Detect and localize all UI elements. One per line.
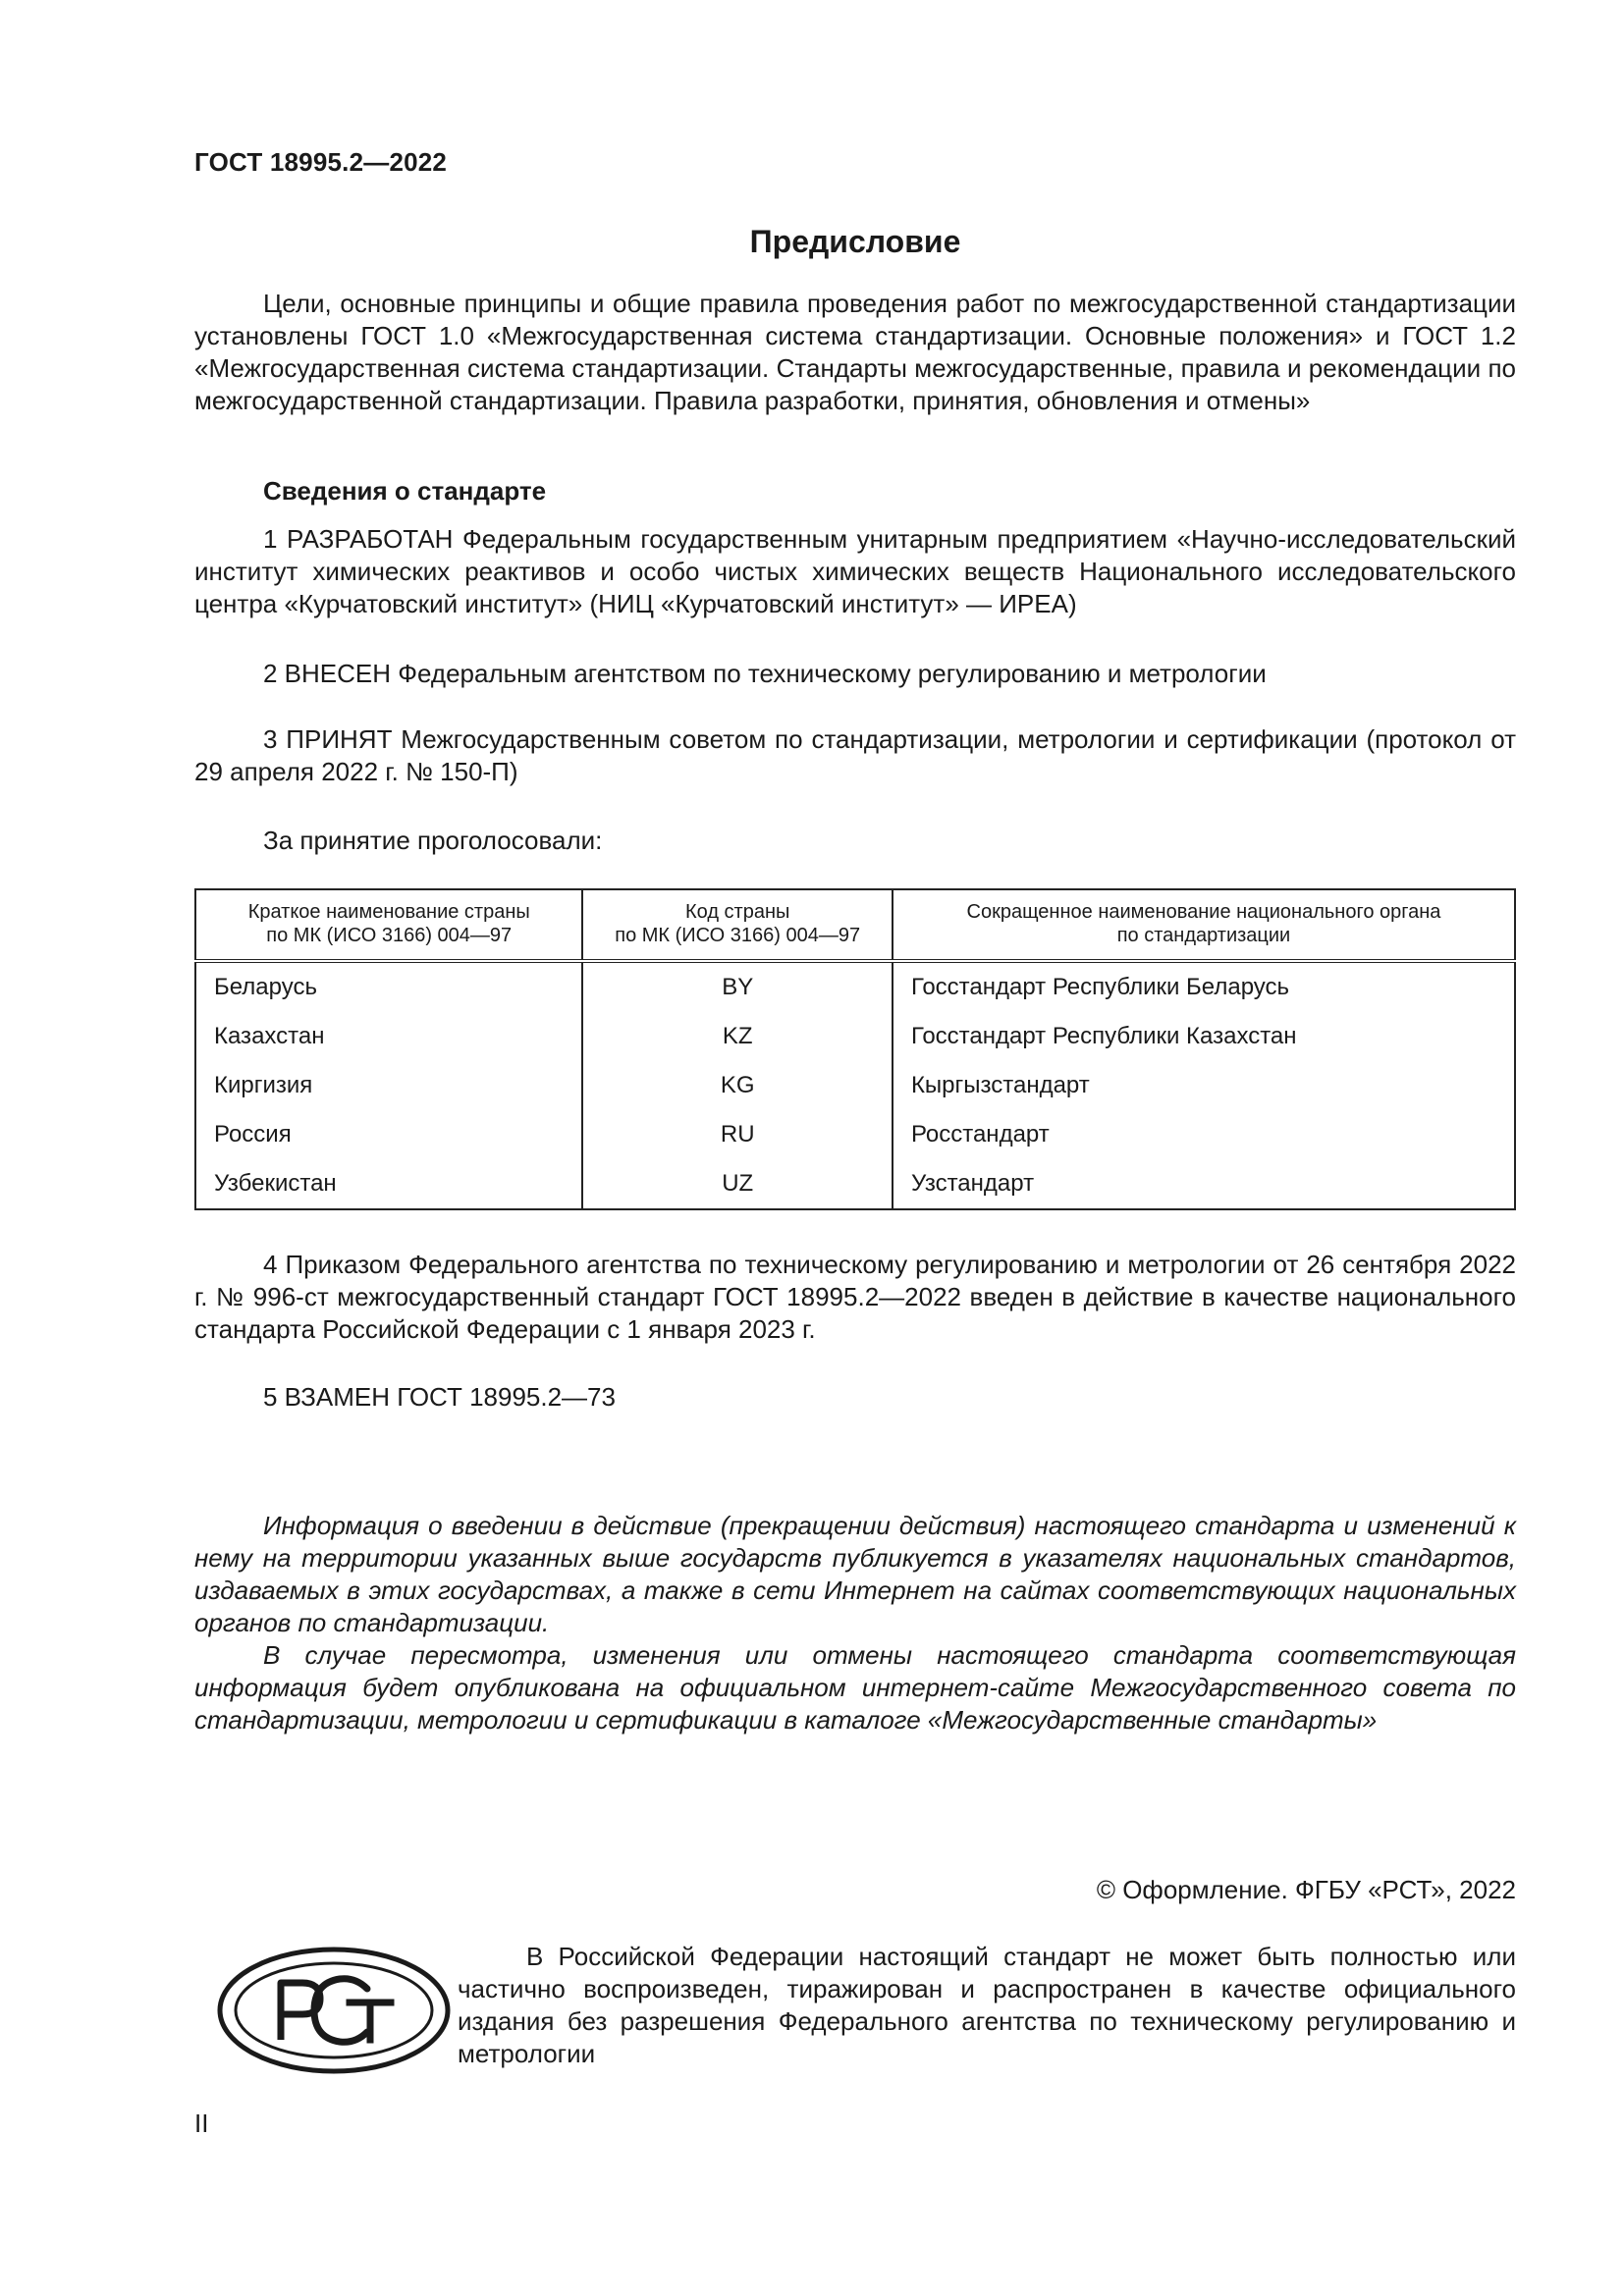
copyright-notice: © Оформление. ФГБУ «РСТ», 2022 xyxy=(1096,1875,1516,1904)
code-cell: BY xyxy=(582,961,892,1012)
page-title: Предисловие xyxy=(749,224,961,259)
column-header-code: Код страны по МК (ИСО 3166) 004—97 xyxy=(582,889,892,961)
voted-label: За принятие проголосовали: xyxy=(263,826,603,855)
table-header-row xyxy=(195,889,1515,961)
table-row xyxy=(195,961,1515,1012)
country-cell: Беларусь xyxy=(195,961,582,1012)
info-heading: Сведения о стандарте xyxy=(263,476,547,506)
country-cell: Россия xyxy=(195,1110,582,1159)
table-row xyxy=(195,1159,1515,1209)
authority-cell: Росстандарт xyxy=(893,1110,1515,1159)
code-cell: RU xyxy=(582,1110,892,1159)
country-cell: Узбекистан xyxy=(195,1159,582,1209)
column-header-authority: Сокращенное наименование национального органа по стандартизации xyxy=(893,889,1515,961)
table-row xyxy=(195,1110,1515,1159)
authority-cell: Кыргызстандарт xyxy=(893,1061,1515,1110)
item-enacted: 4 Приказом Федерального агентства по техническому регулированию и метрологии от 26 сентября 2022 г. № 996-ст межгосударственный стандарт ГОСТ 18995.2—2022 введен в действие в качестве национального стандарта Российской Федерации с 1 января 2023 г. xyxy=(194,1250,1516,1344)
item-adopted: 3 ПРИНЯТ Межгосударственным советом по стандартизации, метрологии и сертификации (протокол от 29 апреля 2022 г. № 150-П) xyxy=(194,724,1516,786)
notice-paragraph-1: Информация о введении в действие (прекращении действия) настоящего стандарта и изменений к нему на территории указанных выше государств публикуется в указателях национальных стандартов, издаваемых в этих государствах, а также в сети Интернет на сайтах соответствующих национальных органов по стандартизации. xyxy=(194,1511,1516,1637)
item-replaces: 5 ВЗАМЕН ГОСТ 18995.2—73 xyxy=(263,1382,616,1412)
item-submitted: 2 ВНЕСЕН Федеральным агентством по техническому регулированию и метрологии xyxy=(263,659,1267,688)
authority-cell: Узстандарт xyxy=(893,1159,1515,1209)
rst-logo-icon xyxy=(212,1942,456,2079)
document-page xyxy=(194,0,1516,2296)
document-id: ГОСТ 18995.2—2022 xyxy=(194,147,448,177)
intro-paragraph: Цели, основные принципы и общие правила проведения работ по межгосударственной стандартизации установлены ГОСТ 1.0 «Межгосударственная система стандартизации. Основные положения» и ГОСТ 1.2 «Межгосударственная система стандартизации. Стандарты межгосударственные, правила и рекомендации по межгосударственной стандартизации. Правила разработки, принятия, обновления и отмены» xyxy=(194,289,1516,415)
authority-cell: Госстандарт Республики Казахстан xyxy=(893,1012,1515,1061)
code-cell: KZ xyxy=(582,1012,892,1061)
rights-notice: В Российской Федерации настоящий стандарт не может быть полностью или частично воспроизведен, тиражирован и распространен в качестве официального издания без разрешения Федерального агентства по техническому регулированию и метрологии xyxy=(458,1942,1516,2068)
code-cell: KG xyxy=(582,1061,892,1110)
column-header-country: Краткое наименование страны по МК (ИСО 3166) 004—97 xyxy=(195,889,582,961)
item-developed: 1 РАЗРАБОТАН Федеральным государственным унитарным предприятием «Научно-исследовательский институт химических реактивов и особо чистых химических веществ Национального исследовательского центра «Курчатовский институт» (НИЦ «Курчатовский институт» — ИРЕА) xyxy=(194,524,1516,618)
table-row xyxy=(195,1012,1515,1061)
notice-block xyxy=(194,1510,1516,1736)
country-cell: Киргизия xyxy=(195,1061,582,1110)
authority-cell: Госстандарт Республики Беларусь xyxy=(893,961,1515,1012)
table-row xyxy=(195,1061,1515,1110)
country-cell: Казахстан xyxy=(195,1012,582,1061)
notice-paragraph-2: В случае пересмотра, изменения или отмены настоящего стандарта соответствующая информация будет опубликована на официальном интернет-сайте Межгосударственного совета по стандартизации, метрологии и сертификации в каталоге «Межгосударственные стандарты» xyxy=(194,1640,1516,1735)
code-cell: UZ xyxy=(582,1159,892,1209)
voting-table xyxy=(194,888,1516,1210)
page-number: II xyxy=(194,2109,209,2138)
